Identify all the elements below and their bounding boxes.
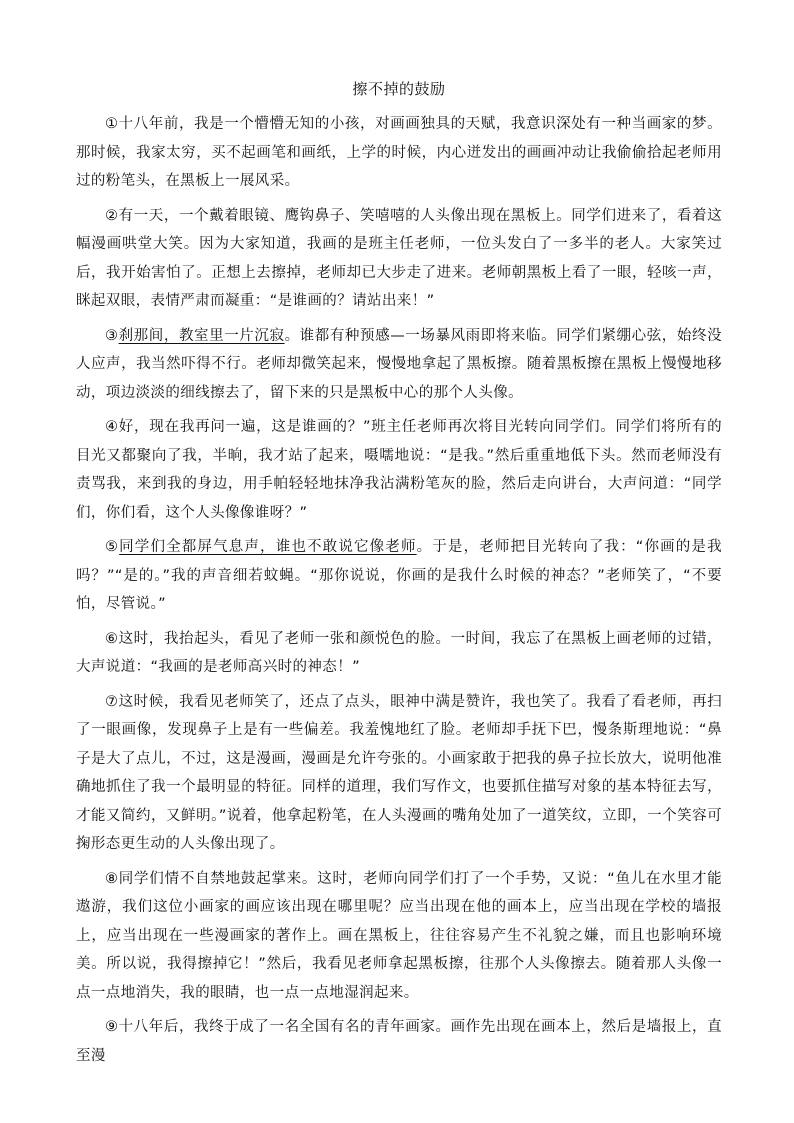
paragraph-9 (76, 1013, 722, 1070)
paragraph-text: ①十八年前，我是一个懵懵无知的小孩，对画画独具的天赋，我意识深处有一种当画家的梦。那时候，我家太穷，买不起画笔和画纸，上学的时候，内心迸发出的画画冲动让我偷偷拾起老师用过的粉笔头，在黑板上一展风采。 (76, 116, 722, 189)
document-page (76, 76, 722, 1076)
paragraph-text: ⑧同学们情不自禁地鼓起掌来。这时，老师向同学们打了一个手势，又说：“鱼儿在水里才能遨游，我们这位小画家的画应该出现在哪里呢？应当出现在他的画本上，应当出现在学校的墙报上，应当出现在一些漫画家的著作上。画在黑板上，往往容易产生不礼貌之嫌，而且也影响环境美。所以说，我得擦掉它！”然后，我看见老师拿起黑板擦，往那个人头像擦去。随着那人头像一点一点地消失，我的眼睛，也一点一点地湿润起来。 (76, 870, 722, 1001)
paragraph-4 (76, 413, 722, 527)
paragraph-2 (76, 202, 722, 316)
paragraph-text: ⑦这时候，我看见老师笑了，还点了点头，眼神中满是赞许，我也笑了。我看了看老师，再扫了一眼画像，发现鼻子上是有一些偏差。我羞愧地红了脸。老师却手抚下巴，慢条斯理地说：“鼻子是大了点儿，不过，这是漫画，漫画是允许夸张的。小画家敢于把我的鼻子拉长放大，说明他准确地抓住了我一个最明显的特征。同样的道理，我们写作文，也要抓住描写对象的基本特征去写，才能又简约，又鲜明。”说着，他拿起粉笔，在人头漫画的嘴角处加了一道笑纹，立即，一个笑容可掬形态更生动的人头像出现了。 (76, 693, 722, 852)
paragraph-text: ②有一天，一个戴着眼镜、鹰钩鼻子、笑嘻嘻的人头像出现在黑板上。同学们进来了，看着这幅漫画哄堂大笑。因为大家知道，我画的是班主任老师，一位头发白了一多半的老人。大家笑过后，我开始害怕了。正想上去擦掉，老师却已大步走了进来。老师朝黑板上看了一眼，轻咳一声，眯起双眼，表情严肃而凝重：“是谁画的？请站出来！” (76, 207, 722, 309)
underlined-sentence: 同学们全都屏气息声，谁也不敢说它像老师 (119, 539, 417, 555)
paragraph-text: 。于是，老师把目光转向了我：“你画的是我吗？”“是的。”我的声音细若蚊蝇。“那你说说，你画的是我什么时候的神态？”老师笑了，“不要怕，尽管说。” (76, 539, 722, 612)
paragraph-7 (76, 688, 722, 859)
paragraph-8 (76, 865, 722, 1008)
document-body (76, 110, 722, 1070)
underlined-sentence: 刹那间，教室里一片沉寂 (118, 327, 285, 344)
paragraph-text: ⑥这时，我抬起头，看见了老师一张和颜悦色的脸。一时间，我忘了在黑板上画老师的过错，大声说道：“我画的是老师高兴时的神态！” (76, 630, 722, 675)
paragraph-text: 。谁都有种预感—一场暴风雨即将来临。同学们紧绷心弦，始终没人应声，我当然吓得不行。老师却微笑起来，慢慢地拿起了黑板擦。随着黑板擦在黑板上慢慢地移动，项边淡淡的细线擦去了，留下来的只是黑板中心的那个人头像。 (76, 327, 722, 401)
paragraph-text: ③ (105, 327, 119, 344)
paragraph-text: ④好，现在我再问一遍，这是谁画的？”班主任老师再次将目光转向同学们。同学们将所有的目光又都聚向了我，半晌，我才站了起来，嗫嚅地说：“是我。”然后重重地低下头。然而老师没有责骂我，来到我的身边，用手帕轻轻地抹净我沾满粉笔灰的脸，然后走向讲台，大声问道：“同学们，你们看，这个人头像像谁呀？” (76, 419, 722, 521)
paragraph-text: ⑨十八年后，我终于成了一名全国有名的青年画家。画作先出现在画本上，然后是墙报上，直至漫 (76, 1019, 722, 1064)
paragraph-text: ⑤ (105, 539, 120, 555)
paragraph-1 (76, 110, 722, 196)
document-title: 擦不掉的鼓励 (352, 80, 446, 98)
paragraph-5 (76, 533, 722, 619)
paragraph-3 (76, 322, 722, 408)
paragraph-6 (76, 625, 722, 682)
